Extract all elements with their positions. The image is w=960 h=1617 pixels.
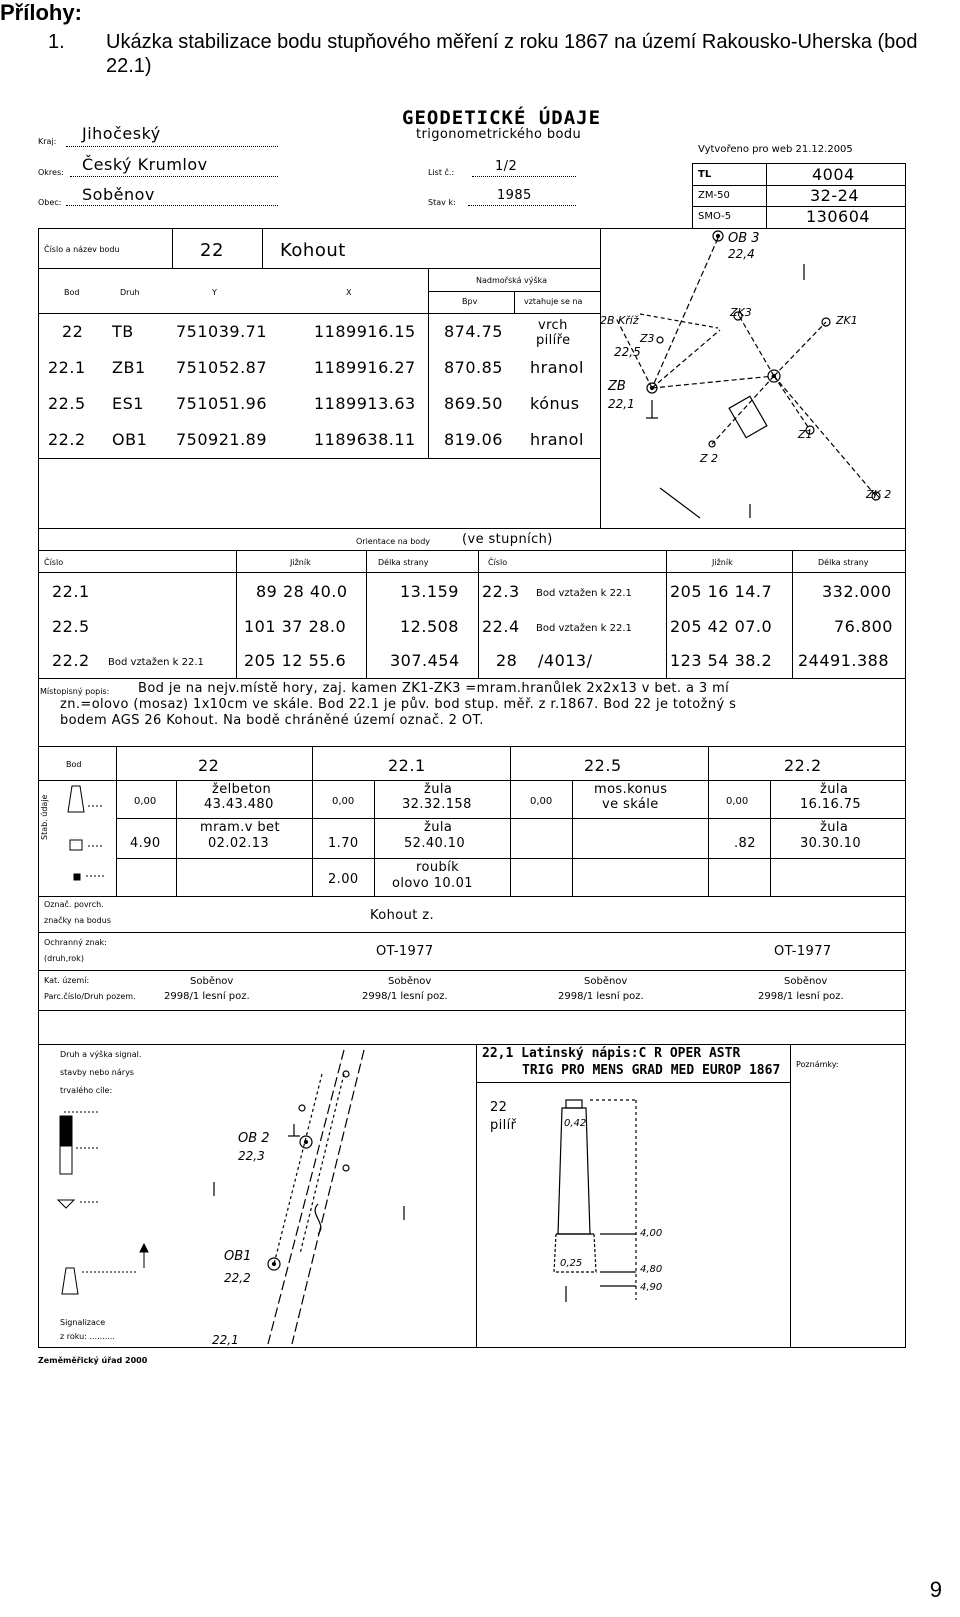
orient-row-jiznik-r: 123 54 38.2 [670, 651, 773, 670]
orient-row-note-r: Bod vztažen k 22.1 [536, 588, 632, 599]
kat-value-b: 2998/1 lesní poz. [758, 991, 844, 1002]
col-druh: Druh [120, 288, 140, 297]
list-value: 1/2 [495, 159, 518, 174]
row-bpv: 870.85 [444, 358, 503, 377]
row-bod: 22 [62, 322, 84, 341]
zk1-label: ZK1 [836, 314, 858, 327]
ob3-value: 22,4 [728, 247, 755, 261]
z2-label: Z 2 [700, 452, 719, 465]
ochr-label-1: Ochranný znak: [44, 938, 107, 947]
orient-row-cislo-r: 28 [496, 651, 518, 670]
stav-label: Stav k: [428, 198, 456, 207]
col-nadm: Nadmořská výška [476, 276, 548, 285]
orient-col-cislo: Číslo [44, 558, 64, 567]
stab-point-2: 22.1 [388, 756, 426, 775]
row-x: 1189913.63 [314, 394, 416, 413]
row-bpv: 869.50 [444, 394, 503, 413]
kat-value-a: Soběnov [388, 976, 432, 987]
signal-label-4: Signalizace [60, 1318, 106, 1327]
ozn-label-1: Označ. povrch. [44, 900, 104, 909]
orient-col-delka-r: Délka strany [818, 558, 869, 567]
stab-22-d1: 0,00 [134, 796, 157, 807]
row-y: 751051.96 [176, 394, 268, 413]
row-bod: 22.5 [48, 394, 86, 413]
poznamky-label: Poznámky: [796, 1060, 839, 1069]
orient-row-delka-r: 24491.388 [798, 651, 890, 670]
orient-row-cislo: 22.5 [52, 617, 90, 636]
ob1-label: OB1 [224, 1249, 252, 1264]
code-label-smo5: SMO-5 [698, 211, 732, 222]
obec-value: Soběnov [82, 185, 155, 204]
col-bod: Bod [64, 288, 80, 297]
stab-222-m2b: 30.30.10 [800, 836, 862, 851]
col-vztah: vztahuje se na [524, 297, 583, 306]
sketch2-bottom-label: 22,1 [212, 1333, 239, 1347]
stab-side-label: Stab. údaje [40, 794, 49, 840]
code-label-tl: TL [698, 169, 712, 180]
stab-22-d2: 4.90 [130, 836, 161, 851]
code-value-smo5: 130604 [806, 207, 871, 226]
signal-label-1: Druh a výška signal. [60, 1050, 142, 1059]
orient-col-jiznik-r: Jižník [712, 558, 733, 567]
stab-221-d3: 2.00 [328, 872, 359, 887]
point-number: 22 [200, 240, 224, 261]
pilir-dim-e: 4,90 [640, 1282, 663, 1293]
orient-row-delka: 13.159 [400, 582, 459, 601]
row-bpv: 874.75 [444, 322, 503, 341]
orient-row-jiznik: 89 28 40.0 [256, 582, 348, 601]
kat-value-a: Soběnov [190, 976, 234, 987]
stab-22-m2a: mram.v bet [200, 820, 280, 835]
kat-value-b: 2998/1 lesní poz. [558, 991, 644, 1002]
stab-222-d2: .82 [734, 836, 756, 851]
kraj-label: Kraj: [38, 137, 57, 146]
stab-221-m3b: olovo 10.01 [392, 876, 473, 891]
stab-bod-label: Bod [66, 760, 82, 769]
stab-222-d1: 0,00 [726, 796, 749, 807]
stab-222-m1a: žula [820, 782, 849, 797]
orient-row-delka-r: 332.000 [822, 582, 892, 601]
stab-225-m1b: ve skále [602, 797, 659, 812]
latin-line-2: TRIG PRO MENS GRAD MED EUROP 1867 [522, 1063, 781, 1078]
latin-line-1: 22,1 Latinský nápis:C R OPER ASTR [482, 1046, 741, 1061]
kriz-label: 2B Kříž [600, 314, 639, 327]
stab-point-1: 22 [198, 756, 220, 775]
orient-row-delka-r: 76.800 [834, 617, 893, 636]
orient-row-jiznik-r: 205 16 14.7 [670, 582, 773, 601]
stab-symbols [60, 782, 116, 894]
row-druh: TB [112, 322, 134, 341]
appendix-title: Přílohy: [0, 0, 82, 25]
obec-label: Obec: [38, 198, 62, 207]
stab-221-m1b: 32.32.158 [402, 797, 472, 812]
orient-row-cislo-r: 22.3 [482, 582, 520, 601]
orient-row-cislo: 22.1 [52, 582, 90, 601]
stab-22-m1a: želbeton [212, 782, 272, 797]
location-sketch-1 [600, 228, 906, 528]
orient-row-note-r: /4013/ [538, 651, 593, 670]
row-druh: ZB1 [112, 358, 146, 377]
row-y: 751052.87 [176, 358, 268, 377]
ozn-label-2: značky na bodus [44, 916, 111, 925]
pilir-dim-c: 4,00 [640, 1228, 663, 1239]
okres-value: Český Krumlov [82, 155, 208, 174]
pilir-number: 22 [490, 1100, 508, 1115]
orient-col-cislo-r: Číslo [488, 558, 508, 567]
mistopis-line1: Bod je na nejv.místě hory, zaj. kamen ZK1-ZK3 =mram.hranůlek 2x2x13 v bet. a 3 mí [138, 681, 730, 696]
stab-221-m3a: roubík [416, 860, 460, 875]
ochr-value-2: OT-1977 [774, 944, 832, 959]
point-name-label: Číslo a název bodu [44, 245, 120, 254]
mistopis-line2: zn.=olovo (mosaz) 1x10cm ve skále. Bod 22.1 je pův. bod stup. měř. z r.1867. Bod 22 je totožný s [60, 697, 737, 712]
row-vztah: hranol [530, 430, 584, 449]
kat-value-b: 2998/1 lesní poz. [164, 991, 250, 1002]
location-sketch-2 [168, 1044, 476, 1348]
kat-value-a: Soběnov [584, 976, 628, 987]
row-x: 1189638.11 [314, 430, 416, 449]
stab-225-m1a: mos.konus [594, 782, 668, 797]
stab-221-d1: 0,00 [332, 796, 355, 807]
orient-row-note-r: Bod vztažen k 22.1 [536, 623, 632, 634]
row-vztah: hranol [530, 358, 584, 377]
col-bpv: Bpv [462, 297, 478, 306]
code-value-tl: 4004 [812, 165, 855, 184]
code-value-zm50: 32-24 [810, 186, 859, 205]
ozn-value: Kohout z. [370, 908, 435, 923]
row-y: 751039.71 [176, 322, 268, 341]
sheet-footer: Zeměměřický úřad 2000 [38, 1356, 148, 1365]
sheet-title: GEODETICKÉ ÚDAJE [402, 107, 602, 129]
zk3-label: ZK3 [730, 306, 752, 319]
stab-222-m2a: žula [820, 820, 849, 835]
ob1-value: 22,2 [224, 1271, 251, 1285]
stab-221-m1a: žula [424, 782, 453, 797]
item-number: 1. [48, 31, 65, 53]
orient-row-delka: 307.454 [390, 651, 460, 670]
signal-symbols [54, 1098, 164, 1298]
sheet-subtitle: trigonometrického bodu [416, 127, 582, 142]
item-caption: Ukázka stabilizace bodu stupňového měření z roku 1867 na území Rakousko-Uherska (bod 22.1) [106, 31, 918, 77]
p225-label: 22,5 [614, 345, 641, 359]
stab-22-m1b: 43.43.480 [204, 797, 274, 812]
orient-row-cislo: 22.2 [52, 651, 90, 670]
stab-point-4: 22.2 [784, 756, 822, 775]
stab-221-m2b: 52.40.10 [404, 836, 466, 851]
mistopis-line3: bodem AGS 26 Kohout. Na bodě chráněné území označ. 2 OT. [60, 713, 484, 728]
pilir-dim-d: 4,80 [640, 1264, 663, 1275]
orient-row-note: Bod vztažen k 22.1 [108, 657, 204, 668]
stab-225-d1: 0,00 [530, 796, 553, 807]
okres-label: Okres: [38, 168, 64, 177]
pilir-dim-a: 0,42 [564, 1118, 587, 1129]
zk2-label: ZK 2 [866, 488, 892, 501]
ob2-value: 22,3 [238, 1149, 265, 1163]
point-name: Kohout [280, 240, 346, 261]
ochr-label-2: (druh,rok) [44, 954, 84, 963]
kat-label-1: Kat. území: [44, 976, 90, 985]
signal-label-2: stavby nebo nárys [60, 1068, 134, 1077]
zb-value: 22,1 [608, 397, 635, 411]
orient-row-jiznik: 205 12 55.6 [244, 651, 347, 670]
row-druh: OB1 [112, 430, 148, 449]
orient-title-hand: (ve stupních) [462, 532, 553, 547]
row-bod: 22.2 [48, 430, 86, 449]
kat-value-b: 2998/1 lesní poz. [362, 991, 448, 1002]
orient-row-jiznik: 101 37 28.0 [244, 617, 347, 636]
kat-value-a: Soběnov [784, 976, 828, 987]
stab-point-3: 22.5 [584, 756, 622, 775]
z3-label: Z3 [640, 332, 655, 345]
row-vztah: vrch [538, 318, 568, 333]
row-bod: 22.1 [48, 358, 86, 377]
mistopis-label: Místopisný popis: [40, 687, 110, 696]
row-y: 750921.89 [176, 430, 268, 449]
col-y: Y [212, 288, 217, 297]
orient-col-delka: Délka strany [378, 558, 429, 567]
stav-value: 1985 [497, 188, 532, 203]
kat-label-2: Parc.číslo/Druh pozem. [44, 992, 136, 1001]
page-number: 9 [929, 1577, 942, 1602]
orient-row-jiznik-r: 205 42 07.0 [670, 617, 773, 636]
row-x: 1189916.15 [314, 322, 416, 341]
row-druh: ES1 [112, 394, 144, 413]
col-x: X [346, 288, 352, 297]
row-x: 1189916.27 [314, 358, 416, 377]
stab-221-d2: 1.70 [328, 836, 359, 851]
stab-22-m2b: 02.02.13 [208, 836, 270, 851]
signal-label-3: trvalého cíle: [60, 1086, 113, 1095]
pilir-word: pilíř [490, 1118, 517, 1133]
pilir-dim-b: 0,25 [560, 1258, 583, 1269]
orient-title: Orientace na body [356, 537, 431, 546]
stab-221-m2a: žula [424, 820, 453, 835]
ob3-label: OB 3 [728, 231, 760, 246]
z1-label: Z1 [798, 428, 813, 441]
signal-label-5: z roku: .......... [60, 1332, 115, 1341]
code-label-zm50: ZM-50 [698, 190, 730, 201]
stab-222-m1b: 16.16.75 [800, 797, 862, 812]
created-note: Vytvořeno pro web 21.12.2005 [698, 144, 853, 155]
row-bpv: 819.06 [444, 430, 503, 449]
kraj-value: Jihočeský [82, 124, 161, 143]
ochr-value-1: OT-1977 [376, 944, 434, 959]
row-vztah: kónus [530, 394, 580, 413]
orient-col-jiznik: Jižník [290, 558, 311, 567]
zb-label: ZB [608, 379, 626, 394]
row-vztah2: pilíře [536, 333, 571, 348]
orient-row-cislo-r: 22.4 [482, 617, 520, 636]
orient-row-delka: 12.508 [400, 617, 459, 636]
ob2-label: OB 2 [238, 1131, 270, 1146]
list-label: List č.: [428, 168, 455, 177]
